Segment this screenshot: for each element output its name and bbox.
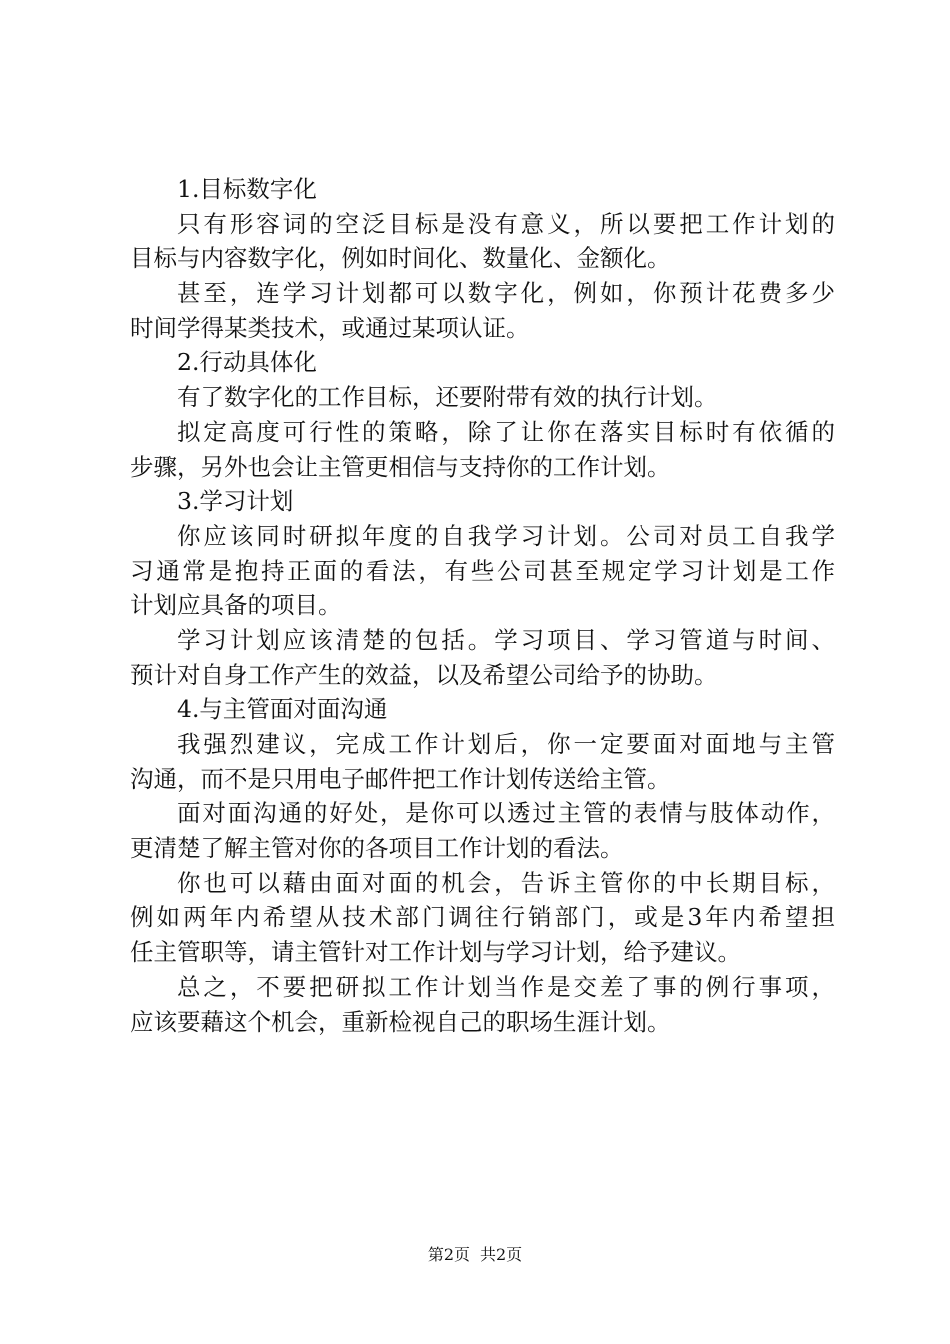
section-heading: 3.学习计划 bbox=[177, 487, 294, 516]
paragraph-line: 目标与内容数字化，例如时间化、数量化、金额化。 bbox=[130, 244, 671, 273]
paragraph-line: 任主管职等，请主管针对工作计划与学习计划，给予建议。 bbox=[130, 938, 741, 967]
paragraph-line: 时间学得某类技术，或通过某项认证。 bbox=[130, 313, 530, 342]
paragraph-line: 步骤，另外也会让主管更相信与支持你的工作计划。 bbox=[130, 452, 671, 481]
section-heading: 2.行动具体化 bbox=[177, 348, 317, 377]
paragraph-line: 我强烈建议，完成工作计划后，你一定要面对面地与主管 bbox=[177, 730, 835, 758]
paragraph-line: 学习计划应该清楚的包括。学习项目、学习管道与时间、 bbox=[177, 625, 835, 654]
page-total: 共2页 bbox=[480, 1245, 523, 1264]
paragraph-line: 面对面沟通的好处，是你可以透过主管的表情与肢体动作， bbox=[177, 799, 835, 828]
section-heading: 4.与主管面对面沟通 bbox=[177, 695, 388, 724]
paragraph-line: 习通常是抱持正面的看法，有些公司甚至规定学习计划是工作 bbox=[130, 556, 835, 585]
section-heading: 1.目标数字化 bbox=[177, 175, 317, 203]
paragraph-line: 拟定高度可行性的策略，除了让你在落实目标时有依循的 bbox=[177, 417, 835, 446]
document-body bbox=[130, 172, 835, 1039]
paragraph-line: 更清楚了解主管对你的各项目工作计划的看法。 bbox=[130, 834, 624, 863]
paragraph-line: 预计对自身工作产生的效益，以及希望公司给予的协助。 bbox=[130, 660, 718, 689]
paragraph-line: 计划应具备的项目。 bbox=[130, 591, 342, 620]
paragraph-line: 总之，不要把研拟工作计划当作是交差了事的例行事项， bbox=[177, 972, 835, 1001]
paragraph-line: 沟通，而不是只用电子邮件把工作计划传送给主管。 bbox=[130, 764, 671, 793]
paragraph-line: 有了数字化的工作目标，还要附带有效的执行计划。 bbox=[177, 383, 718, 412]
paragraph-line: 例如两年内希望从技术部门调往行销部门，或是3年内希望担 bbox=[130, 903, 835, 932]
paragraph-line: 你应该同时研拟年度的自我学习计划。公司对员工自我学 bbox=[177, 521, 835, 550]
paragraph-line: 只有形容词的空泛目标是没有意义，所以要把工作计划的 bbox=[177, 209, 835, 238]
paragraph-line: 甚至，连学习计划都可以数字化，例如，你预计花费多少 bbox=[177, 279, 835, 308]
page-number: 第2页 bbox=[427, 1245, 470, 1264]
paragraph-line: 应该要藉这个机会，重新检视自己的职场生涯计划。 bbox=[130, 1007, 671, 1036]
page-footer bbox=[0, 1245, 950, 1265]
paragraph-line: 你也可以藉由面对面的机会，告诉主管你的中长期目标， bbox=[177, 868, 835, 897]
